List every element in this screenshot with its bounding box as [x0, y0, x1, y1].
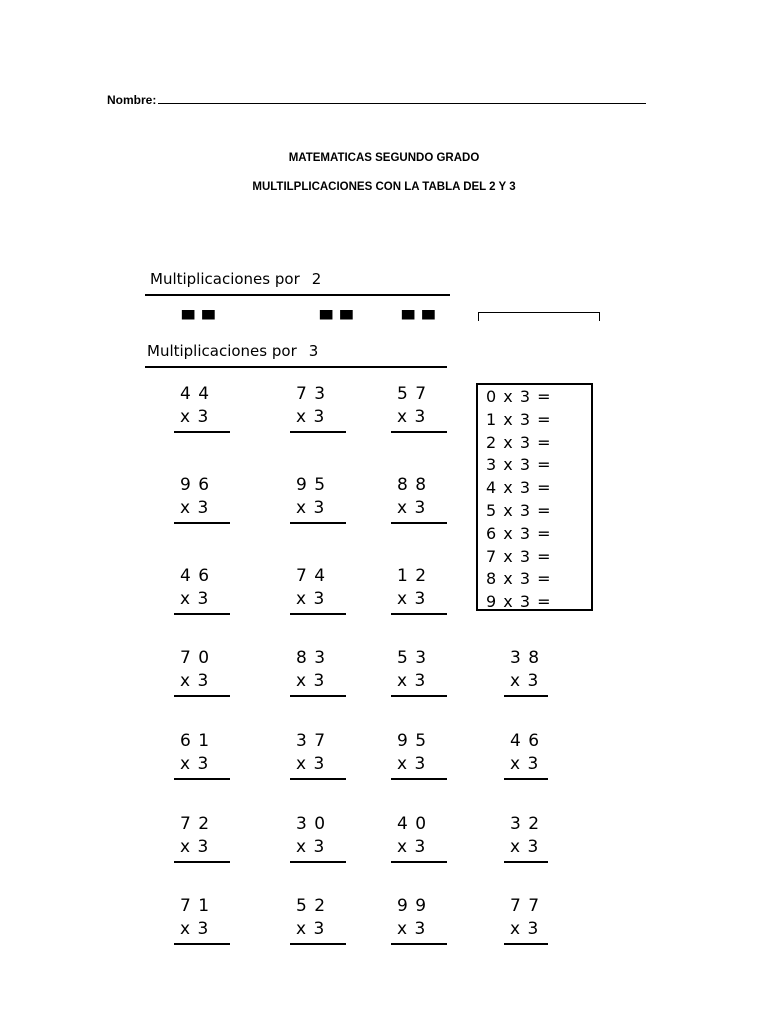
- answer-line[interactable]: [174, 778, 230, 780]
- times-table-box: [476, 383, 593, 611]
- problem-multiplicand: 8 8: [397, 475, 428, 495]
- name-blank-line[interactable]: [158, 92, 646, 104]
- answer-line[interactable]: [391, 613, 447, 615]
- answer-line[interactable]: [504, 943, 548, 945]
- worksheet-title: MATEMATICAS SEGUNDO GRADO: [288, 152, 480, 164]
- answer-line[interactable]: [174, 943, 230, 945]
- problem-multiplicand: 3 2: [510, 814, 541, 834]
- problem-multiplier: x 3: [510, 754, 540, 774]
- answer-line[interactable]: [290, 695, 346, 697]
- section-heading-3-text: Multiplicaciones por: [147, 342, 297, 360]
- problem-multiplicand: 5 7: [397, 384, 428, 404]
- answer-line[interactable]: [174, 695, 230, 697]
- answer-line[interactable]: [174, 431, 230, 433]
- problem-multiplier: x 3: [397, 589, 427, 609]
- answer-line[interactable]: [504, 861, 548, 863]
- problem-multiplier: x 3: [397, 754, 427, 774]
- problem-multiplier: x 3: [180, 407, 210, 427]
- answer-line[interactable]: [391, 695, 447, 697]
- problem-multiplicand: 3 8: [510, 648, 541, 668]
- problem-multiplicand: 8 3: [296, 648, 327, 668]
- times-table-row: 6 x 3 =: [486, 523, 552, 543]
- problem-multiplicand: 9 9: [397, 896, 428, 916]
- problem-multiplicand: 7 0: [180, 648, 211, 668]
- problem-multiplier: x 3: [296, 837, 326, 857]
- problem-multiplier: x 3: [296, 407, 326, 427]
- problem-multiplier: x 3: [180, 919, 210, 939]
- problem-multiplier: x 3: [180, 754, 210, 774]
- answer-line[interactable]: [391, 778, 447, 780]
- times-table-row: 7 x 3 =: [486, 546, 552, 566]
- times-table-row: 9 x 3 =: [486, 592, 552, 612]
- problem-multiplier: x 3: [296, 919, 326, 939]
- answer-line[interactable]: [174, 861, 230, 863]
- problem-multiplicand: 7 7: [510, 896, 541, 916]
- problem-multiplicand: 7 4: [296, 566, 327, 586]
- problem-multiplicand: 4 0: [397, 814, 428, 834]
- problem-multiplier: x 3: [296, 589, 326, 609]
- problem-multiplier: x 3: [180, 589, 210, 609]
- problem-multiplicand: 6 1: [180, 731, 211, 751]
- problem-multiplier: x 3: [510, 837, 540, 857]
- answer-line[interactable]: [290, 778, 346, 780]
- answer-line[interactable]: [504, 778, 548, 780]
- problem-multiplier: x 3: [397, 671, 427, 691]
- problem-multiplicand: 9 5: [397, 731, 428, 751]
- times-table-row: 3 x 3 =: [486, 455, 552, 475]
- answer-line[interactable]: [290, 522, 346, 524]
- answer-line[interactable]: [391, 943, 447, 945]
- times-table-row: 4 x 3 =: [486, 478, 552, 498]
- problem-multiplier: x 3: [510, 671, 540, 691]
- clipped-times-table-box: [478, 312, 600, 321]
- problem-multiplicand: 3 7: [296, 731, 327, 751]
- section-heading-2: [150, 270, 321, 288]
- section-2-rule: [145, 294, 450, 296]
- answer-line[interactable]: [504, 695, 548, 697]
- section-3-rule: [145, 366, 447, 368]
- times-table-row: 8 x 3 =: [486, 569, 552, 589]
- times-table-row: 5 x 3 =: [486, 501, 552, 520]
- name-label: Nombre:: [107, 93, 157, 107]
- problem-multiplicand: 9 6: [180, 475, 211, 495]
- problem-multiplier: x 3: [397, 498, 427, 518]
- answer-line[interactable]: [174, 522, 230, 524]
- times-table-row: 0 x 3 =: [486, 387, 552, 406]
- problem-multiplicand: 5 2: [296, 896, 327, 916]
- section-heading-3-number: 3: [308, 342, 319, 360]
- answer-line[interactable]: [290, 943, 346, 945]
- worksheet-subtitle: MULTILPLICACIONES CON LA TABLA DEL 2 Y 3: [252, 181, 516, 193]
- problem-multiplicand: 5 3: [397, 648, 428, 668]
- problem-multiplicand: 1 2: [397, 566, 428, 586]
- problem-multiplier: x 3: [180, 498, 210, 518]
- problem-multiplier: x 3: [296, 498, 326, 518]
- problem-multiplicand: 4 6: [510, 731, 541, 751]
- problem-multiplicand: 7 1: [180, 896, 211, 916]
- answer-line[interactable]: [290, 861, 346, 863]
- problem-multiplier: x 3: [296, 671, 326, 691]
- answer-line[interactable]: [391, 431, 447, 433]
- problem-multiplier: x 3: [397, 919, 427, 939]
- problem-multiplicand: 7 3: [296, 384, 327, 404]
- answer-line[interactable]: [391, 522, 447, 524]
- section-heading-2-text: Multiplicaciones por: [150, 270, 300, 288]
- problem-multiplier: x 3: [180, 671, 210, 691]
- problem-multiplier: x 3: [397, 407, 427, 427]
- section-heading-3: [147, 342, 318, 360]
- problem-multiplicand: 4 6: [180, 566, 211, 586]
- problem-multiplier: x 3: [510, 919, 540, 939]
- answer-line[interactable]: [290, 431, 346, 433]
- name-field: [107, 92, 646, 107]
- problem-multiplier: x 3: [180, 837, 210, 857]
- times-table-row: 2 x 3 =: [486, 432, 552, 452]
- problem-multiplicand: 4 4: [180, 384, 211, 404]
- answer-line[interactable]: [391, 861, 447, 863]
- problem-multiplier: x 3: [296, 754, 326, 774]
- problem-multiplicand: 3 0: [296, 814, 327, 834]
- answer-line[interactable]: [174, 613, 230, 615]
- answer-line[interactable]: [290, 613, 346, 615]
- section-heading-2-number: 2: [311, 270, 322, 288]
- problem-multiplicand: 7 2: [180, 814, 211, 834]
- problem-multiplicand: 9 5: [296, 475, 327, 495]
- times-table-row: 1 x 3 =: [486, 409, 552, 429]
- problem-multiplier: x 3: [397, 837, 427, 857]
- clipped-problem-row: ▀▀ ▀▀ ▀▀: [182, 310, 443, 322]
